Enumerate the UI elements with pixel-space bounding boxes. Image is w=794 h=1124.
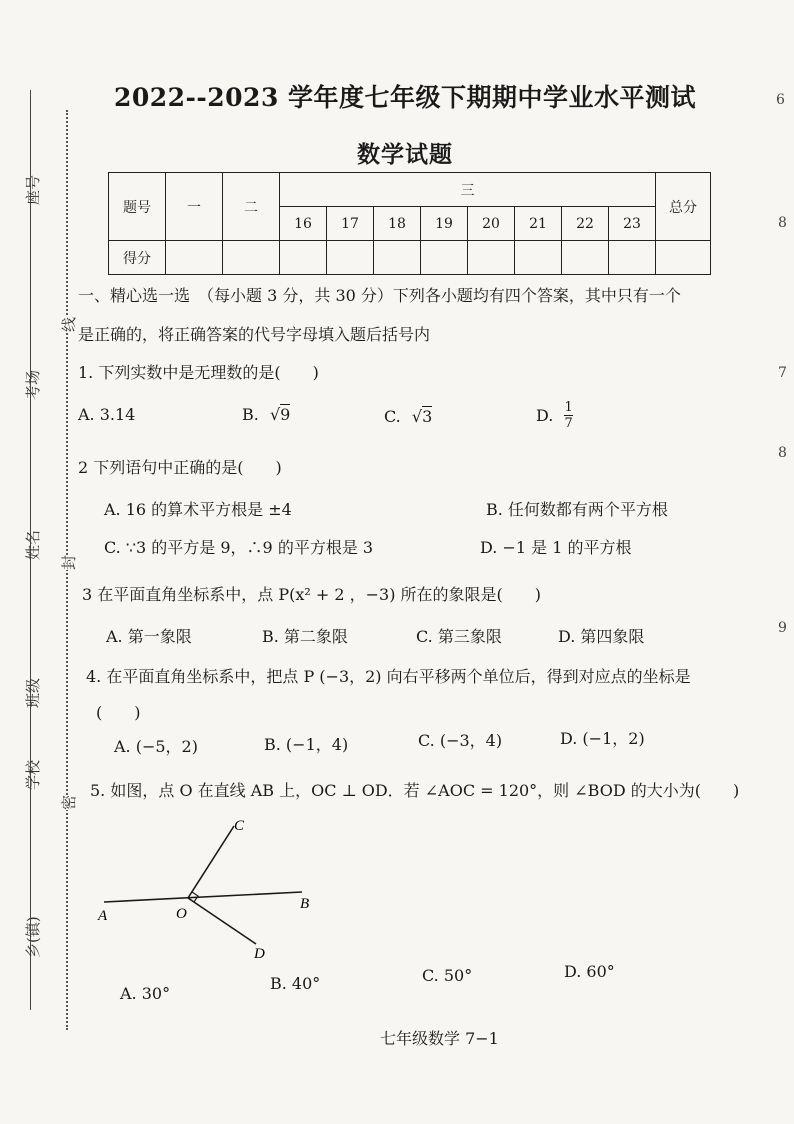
line-ab: [104, 892, 302, 902]
q5-option-c: C. 50°: [422, 966, 473, 985]
q1-option-d: D. $\frac{1}{7}$: [536, 400, 573, 431]
exam-subtitle: 数学试题: [357, 141, 453, 168]
q4-option-a: A. (−5，2): [114, 737, 198, 756]
sidebar-town-label: 乡(镇): [24, 916, 42, 958]
score-table: [108, 172, 711, 275]
table-header-three: 三: [280, 173, 656, 207]
sidebar-seat-label: 座号: [24, 174, 42, 205]
q4-option-d: D. (−1，2): [560, 729, 645, 748]
ray-oc: [188, 826, 234, 898]
q2-option-c: C. ∵3 的平方是 9，∴9 的平方根是 3: [104, 538, 374, 557]
q2-stem: 2 下列语句中正确的是( ): [78, 458, 282, 477]
binding-dotted-line: [66, 110, 68, 1030]
score-cell[interactable]: [562, 241, 609, 275]
q5-option-a: A. 30°: [120, 984, 171, 1003]
table-subheader: 19: [421, 207, 468, 241]
score-cell[interactable]: [280, 241, 327, 275]
table-subheader: 21: [515, 207, 562, 241]
q5-option-d: D. 60°: [564, 962, 615, 981]
section1-heading: 一、精心选一选 （每小题 3 分，共 30 分）下列各小题均有四个答案，其中只有一个: [78, 286, 681, 305]
q5-stem: 5. 如图，点 O 在直线 AB 上，OC ⊥ OD．若 ∠AOC = 120°，则 ∠BOD 的大小为( ): [90, 781, 740, 800]
q2-option-b: B. 任何数都有两个平方根: [486, 500, 668, 519]
sidebar-line-word: 线: [60, 316, 78, 332]
score-cell[interactable]: [223, 241, 280, 275]
table-score-label: 得分: [109, 241, 166, 275]
score-cell[interactable]: [656, 241, 711, 275]
table-subheader: 23: [609, 207, 656, 241]
q1-stem: 1. 下列实数中是无理数的是( ): [78, 363, 319, 382]
score-cell[interactable]: [468, 241, 515, 275]
sidebar-secret-word: 密: [60, 794, 78, 810]
ray-od: [188, 898, 256, 944]
q1-option-c: C. √3: [384, 407, 433, 426]
q4-stem: 4. 在平面直角坐标系中，把点 P (−3，2) 向右平移两个单位后，得到对应点的坐标是: [86, 667, 691, 686]
sidebar-name-label: 姓名: [24, 529, 42, 560]
q5-geometry-figure: [90, 810, 340, 970]
sidebar-room-label: 考场: [24, 369, 42, 400]
table-subheader: 18: [374, 207, 421, 241]
q4-option-b: B. (−1，4): [264, 735, 349, 754]
table-subheader: 22: [562, 207, 609, 241]
score-cell[interactable]: [609, 241, 656, 275]
table-header-number: 题号: [109, 173, 166, 241]
table-subheader: 17: [327, 207, 374, 241]
table-header-total: 总分: [656, 173, 711, 241]
label-a: A: [98, 908, 108, 924]
q3-option-c: C. 第三象限: [416, 627, 502, 646]
sidebar-class-label: 班级: [24, 677, 42, 708]
label-d: D: [254, 946, 265, 962]
q1-option-b: B. √9: [242, 405, 291, 424]
sidebar-school-label: 学校: [24, 759, 42, 790]
score-cell[interactable]: [421, 241, 468, 275]
label-o: O: [176, 906, 187, 922]
q3-option-b: B. 第二象限: [262, 627, 348, 646]
label-c: C: [234, 818, 245, 834]
q5-option-b: B. 40°: [270, 974, 321, 993]
q2-option-a: A. 16 的算术平方根是 ±4: [104, 500, 292, 519]
q4-stem-answer-bracket: ( ): [96, 703, 141, 722]
q2-option-d: D. −1 是 1 的平方根: [480, 538, 632, 557]
section1-heading-line2: 是正确的，将正确答案的代号字母填入题后括号内: [78, 325, 431, 344]
edge-number: 8: [778, 215, 787, 231]
table-header-two: 二: [223, 173, 280, 241]
score-cell[interactable]: [166, 241, 223, 275]
score-cell[interactable]: [374, 241, 421, 275]
q4-option-c: C. (−3，4): [418, 731, 503, 750]
label-b: B: [300, 896, 310, 912]
edge-number: 6: [776, 92, 785, 108]
sidebar-seal-word: 封: [60, 554, 78, 570]
edge-number: 9: [778, 620, 787, 636]
score-cell[interactable]: [515, 241, 562, 275]
score-cell[interactable]: [327, 241, 374, 275]
edge-number: 8: [778, 445, 787, 461]
q3-stem: 3 在平面直角坐标系中，点 P(x² + 2 ，−3) 所在的象限是( ): [82, 585, 542, 604]
q1-option-a: A. 3.14: [78, 405, 136, 424]
table-subheader: 20: [468, 207, 515, 241]
exam-title: 2022--2023 学年度七年级下期期中学业水平测试: [113, 83, 697, 112]
q3-option-d: D. 第四象限: [558, 627, 645, 646]
edge-number: 7: [778, 365, 787, 381]
q3-option-a: A. 第一象限: [106, 627, 192, 646]
table-subheader: 16: [280, 207, 327, 241]
table-header-one: 一: [166, 173, 223, 241]
page-footer: 七年级数学 7−1: [380, 1029, 499, 1048]
